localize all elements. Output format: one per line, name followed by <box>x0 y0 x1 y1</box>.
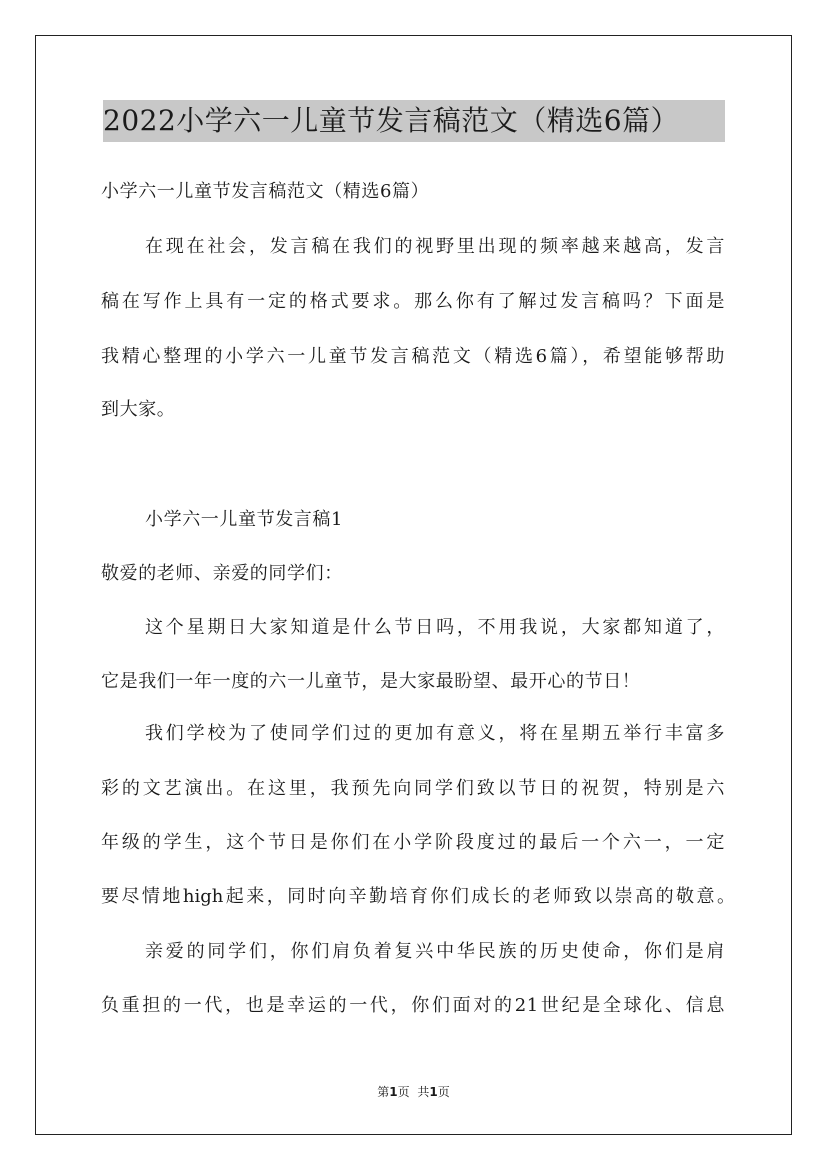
page-label-prefix: 第 <box>377 1085 390 1099</box>
total-label-prefix: 共 <box>417 1085 430 1099</box>
body-line-2: 它是我们一年一度的六一儿童节，是大家最盼望、最开心的节日！ <box>101 671 641 692</box>
intro-line-4: 到大家。 <box>101 399 176 420</box>
intro-line-2: 稿在写作上具有一定的格式要求。那么你有了解过发言稿吗？下面是 <box>101 291 725 312</box>
section-heading: 小学六一儿童节发言稿1 <box>145 509 344 530</box>
body-line-4: 彩的文艺演出。在这里，我预先向同学们致以节日的祝贺，特别是六 <box>101 778 725 799</box>
salutation: 敬爱的老师、亲爱的同学们： <box>101 563 343 584</box>
body-line-6: 要尽情地high起来，同时向辛勤培育你们成长的老师致以崇高的敬意。 <box>101 886 735 907</box>
document-subtitle: 小学六一儿童节发言稿范文（精选6篇） <box>101 181 430 202</box>
body-line-7: 亲爱的同学们，你们肩负着复兴中华民族的历史使命，你们是肩 <box>145 941 725 962</box>
body-line-5: 年级的学生，这个节日是你们在小学阶段度过的最后一个六一，一定 <box>101 832 725 853</box>
body-line-1: 这个星期日大家知道是什么节日吗，不用我说，大家都知道了， <box>145 617 725 638</box>
page-current: 1 <box>389 1085 398 1099</box>
document-title: 2022小学六一儿童节发言稿范文（精选6篇） <box>103 100 725 142</box>
total-label-suffix: 页 <box>437 1085 450 1099</box>
body-line-8: 负重担的一代，也是幸运的一代，你们面对的21世纪是全球化、信息 <box>101 995 725 1016</box>
page-total: 1 <box>429 1085 438 1099</box>
intro-line-3: 我精心整理的小学六一儿童节发言稿范文（精选6篇），希望能够帮助 <box>101 346 725 367</box>
page-label-suffix: 页 <box>397 1085 410 1099</box>
body-line-3: 我们学校为了使同学们过的更加有意义，将在星期五举行丰富多 <box>145 723 725 744</box>
intro-line-1: 在现在社会，发言稿在我们的视野里出现的频率越来越高，发言 <box>145 236 725 257</box>
page-footer <box>0 1084 827 1100</box>
